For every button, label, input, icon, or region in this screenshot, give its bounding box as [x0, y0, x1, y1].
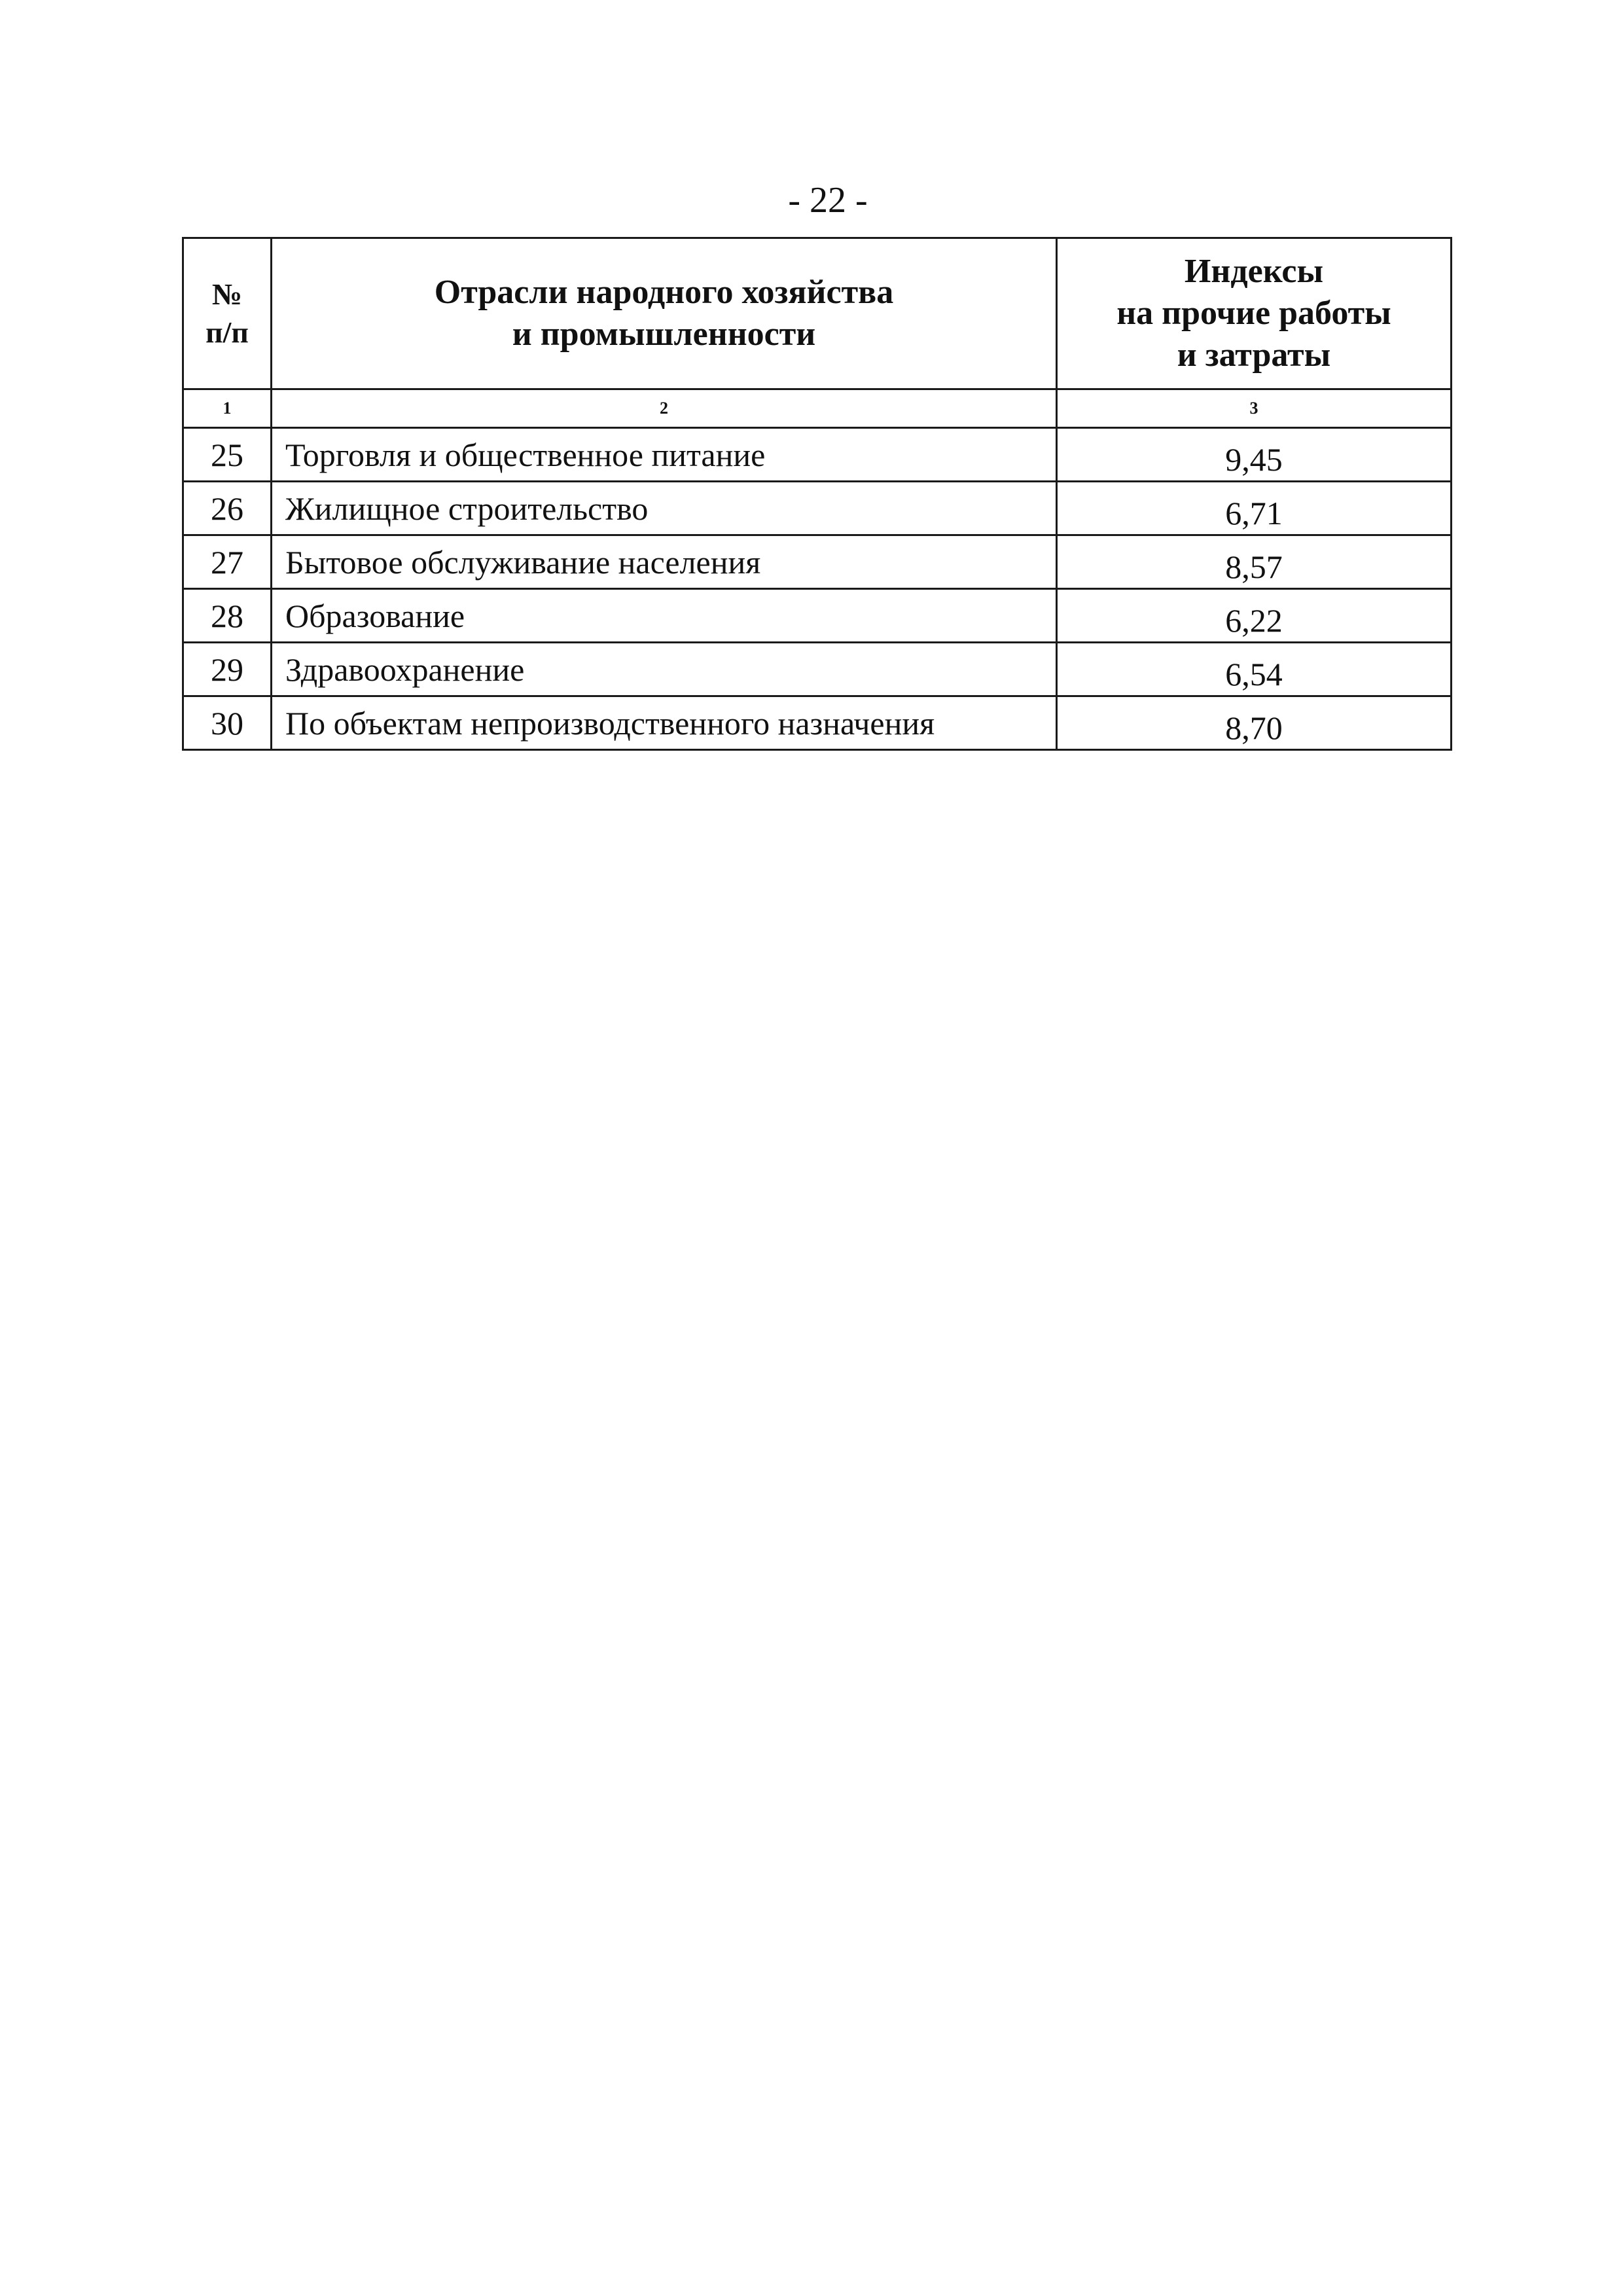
row-index-value: 8,57 — [1057, 535, 1452, 589]
header-index-line: Индексы — [1184, 253, 1324, 290]
row-index-value: 8,70 — [1057, 696, 1452, 750]
page-number: - 22 - — [788, 180, 868, 221]
index-table — [182, 237, 1452, 751]
table-row — [183, 643, 1452, 696]
column-number: 3 — [1057, 389, 1452, 428]
row-index-value: 6,71 — [1057, 482, 1452, 535]
header-number — [183, 238, 272, 389]
header-number-line: п/п — [205, 315, 249, 349]
column-number: 2 — [272, 389, 1057, 428]
row-industry: Жилищное строительство — [272, 482, 1057, 535]
row-number: 25 — [183, 428, 272, 482]
table-header — [183, 238, 1452, 389]
row-industry: Бытовое обслуживание населения — [272, 535, 1057, 589]
table-row — [183, 535, 1452, 589]
header-industry-line: Отрасли народного хозяйства — [434, 274, 894, 311]
row-number: 29 — [183, 643, 272, 696]
header-number-line: № — [211, 278, 243, 311]
table-row — [183, 589, 1452, 643]
row-number: 26 — [183, 482, 272, 535]
table-row — [183, 428, 1452, 482]
table-row — [183, 696, 1452, 750]
header-index-line: на прочие работы — [1116, 295, 1391, 332]
row-industry: Образование — [272, 589, 1057, 643]
header-industry — [272, 238, 1057, 389]
row-industry: Торговля и общественное питание — [272, 428, 1057, 482]
row-index-value: 6,54 — [1057, 643, 1452, 696]
table-row — [183, 482, 1452, 535]
row-number: 30 — [183, 696, 272, 750]
column-number-row — [183, 389, 1452, 428]
row-index-value: 9,45 — [1057, 428, 1452, 482]
row-number: 28 — [183, 589, 272, 643]
table-body — [183, 389, 1452, 750]
header-row — [183, 238, 1452, 389]
header-index-line: и затраты — [1177, 336, 1331, 374]
row-number: 27 — [183, 535, 272, 589]
header-industry-line: и промышленности — [512, 315, 816, 353]
row-index-value: 6,22 — [1057, 589, 1452, 643]
row-industry: Здравоохранение — [272, 643, 1057, 696]
header-index — [1057, 238, 1452, 389]
column-number: 1 — [183, 389, 272, 428]
row-industry: По объектам непроизводственного назначения — [272, 696, 1057, 750]
